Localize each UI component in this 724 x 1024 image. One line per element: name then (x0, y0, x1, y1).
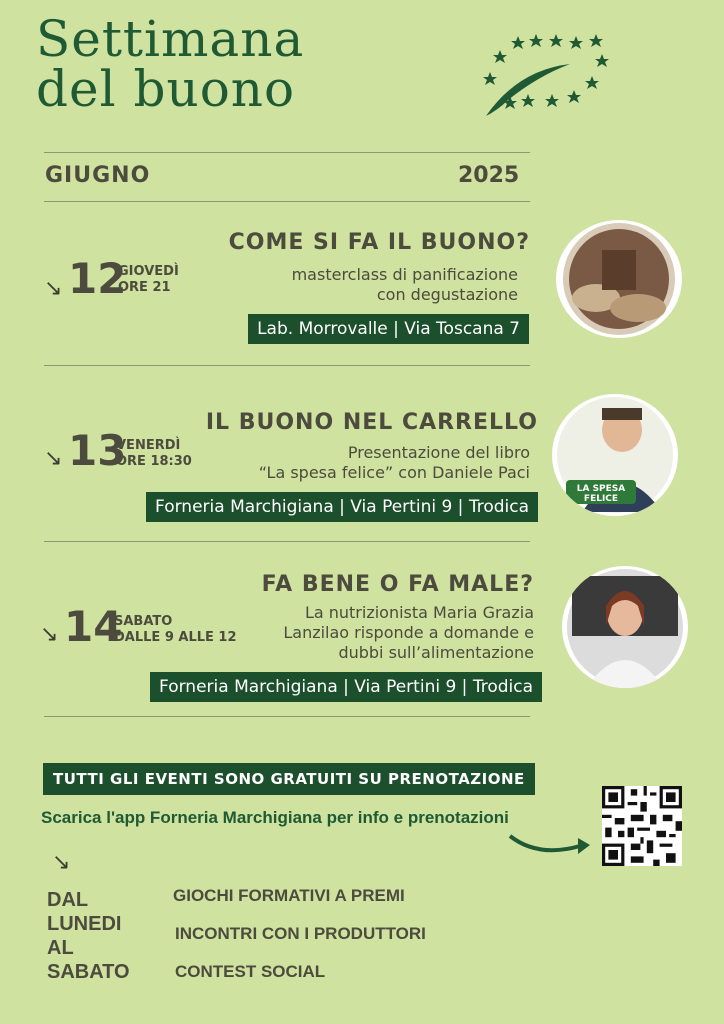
event-datetime (114, 614, 237, 646)
event-time: ORE 18:30 (116, 454, 192, 469)
event-description (283, 603, 534, 663)
book-badge: LA SPESA (576, 484, 626, 494)
week-line: LUNEDI (47, 913, 122, 935)
event-weekday: GIOVEDÌ (118, 264, 179, 279)
week-range (47, 888, 130, 984)
event-time: DALLE 9 ALLE 12 (114, 630, 237, 645)
qr-code-icon[interactable] (602, 786, 682, 866)
event-desc-line: La nutrizionista Maria Grazia (304, 603, 534, 622)
event-photo-author (552, 394, 678, 516)
svg-text:FELICE: FELICE (583, 494, 619, 504)
event-datetime (118, 264, 179, 296)
event-title: IL BUONO NEL CARRELLO (205, 410, 538, 435)
event-desc-line: Lanzilao risponde a domande e (283, 623, 534, 642)
eu-organic-leaf-icon (478, 30, 628, 120)
event-weekday: VENERDÌ (116, 438, 181, 453)
activity-item: GIOCHI FORMATIVI A PREMI (173, 886, 405, 905)
month-label: GIUGNO (45, 163, 151, 188)
event-description (259, 443, 530, 483)
divider (44, 541, 530, 542)
page-title (36, 10, 305, 118)
event-location: Forneria Marchigiana | Via Pertini 9 | Trodica (146, 492, 538, 522)
event-desc-line: dubbi sull’alimentazione (338, 643, 534, 662)
event-title: COME SI FA IL BUONO? (228, 230, 530, 255)
event-title: FA BENE O FA MALE? (261, 572, 534, 597)
activity-item: CONTEST SOCIAL (175, 962, 326, 981)
event-desc-line: Presentazione del libro (347, 443, 530, 462)
event-weekday: SABATO (114, 614, 173, 629)
divider (44, 152, 530, 153)
title-line-1: Settimana (36, 10, 305, 68)
event-desc-line: “La spesa felice” con Daniele Paci (258, 463, 530, 482)
event-day: 13 (68, 426, 127, 475)
event-location: Lab. Morrovalle | Via Toscana 7 (248, 314, 529, 344)
event-desc-line: con degustazione (376, 285, 518, 304)
app-download-text: Scarica l'app Forneria Marchigiana per info e prenotazioni (41, 808, 509, 827)
event-desc-line: masterclass di panificazione (291, 265, 518, 284)
divider (44, 716, 530, 717)
title-line-2: del buono (36, 60, 296, 118)
divider (44, 201, 530, 202)
free-events-banner: TUTTI GLI EVENTI SONO GRATUITI SU PRENOTAZIONE (43, 763, 535, 795)
divider (44, 365, 530, 366)
week-line: AL (47, 937, 74, 959)
curved-arrow-icon (508, 828, 592, 860)
week-line: DAL (47, 889, 89, 911)
arrow-icon: ↘ (52, 850, 71, 875)
arrow-icon: ↘ (44, 446, 63, 471)
week-line: SABATO (47, 961, 130, 983)
year-label: 2025 (458, 163, 520, 188)
event-day: 12 (68, 254, 127, 303)
event-photo-nutritionist (562, 566, 688, 688)
arrow-icon: ↘ (44, 276, 63, 301)
event-description (292, 265, 518, 305)
arrow-icon: ↘ (40, 622, 59, 647)
event-time: ORE 21 (118, 280, 171, 295)
activity-item: INCONTRI CON I PRODUTTORI (175, 924, 426, 943)
event-datetime (116, 438, 192, 470)
event-location: Forneria Marchigiana | Via Pertini 9 | Trodica (150, 672, 542, 702)
event-photo-baker (556, 220, 682, 338)
event-day: 14 (64, 602, 123, 651)
